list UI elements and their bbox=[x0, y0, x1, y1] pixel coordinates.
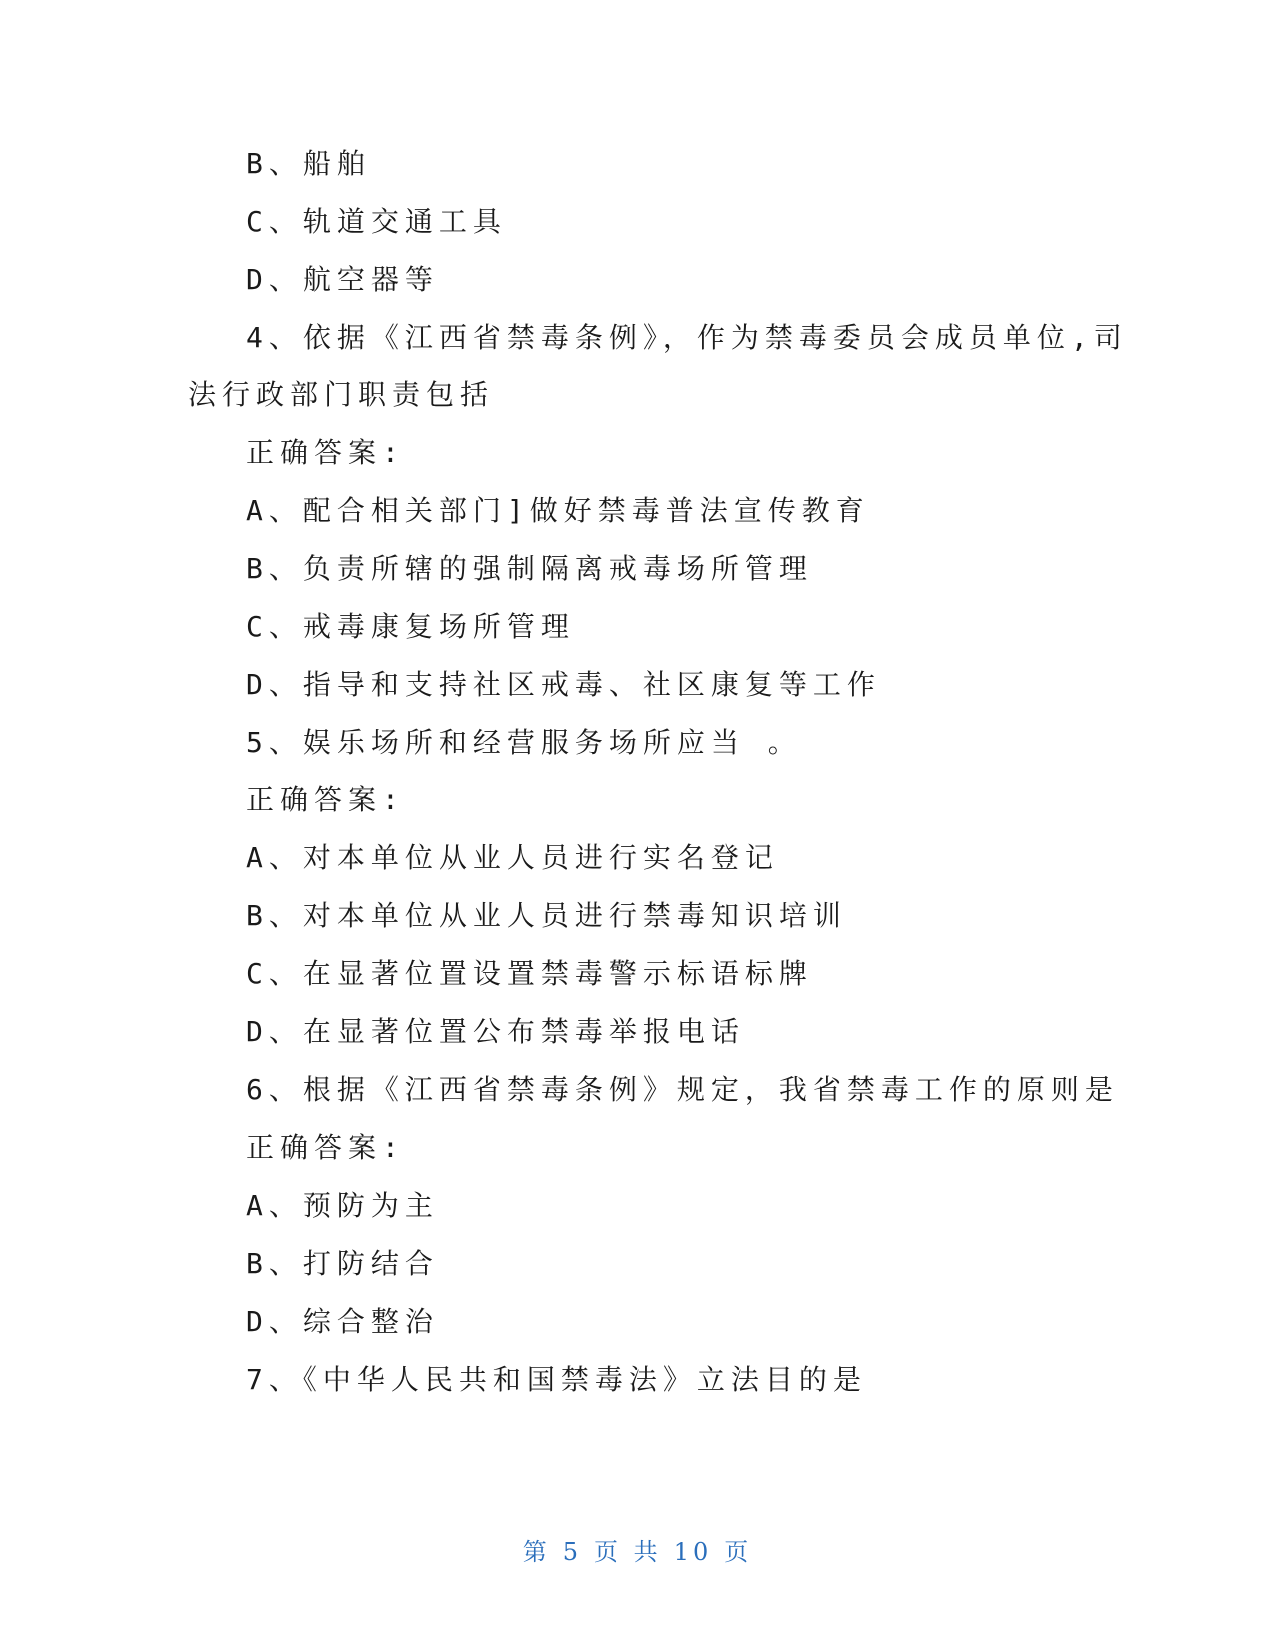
q6-option-b: B、打防结合 bbox=[246, 1247, 439, 1280]
q6-option-d: D、综合整治 bbox=[246, 1305, 439, 1338]
question-5: 5、娱乐场所和经营服务场所应当 。 bbox=[246, 726, 802, 759]
footer-prefix: 第 bbox=[522, 1538, 551, 1566]
option-b-ship: B、船舶 bbox=[246, 147, 371, 180]
q5-option-a: A、对本单位从业人员进行实名登记 bbox=[246, 841, 779, 874]
question-7: 7、《中华人民共和国禁毒法》立法目的是 bbox=[246, 1363, 867, 1396]
q6-option-a: A、预防为主 bbox=[246, 1189, 439, 1222]
footer-current-page: 5 bbox=[562, 1538, 583, 1566]
question-4-continued: 法行政部门职责包括 bbox=[188, 378, 495, 411]
page-number-footer bbox=[0, 1532, 1275, 1567]
q4-option-b: B、负责所辖的强制隔离戒毒场所管理 bbox=[246, 552, 813, 585]
q4-option-d: D、指导和支持社区戒毒、社区康复等工作 bbox=[246, 668, 881, 701]
answer-label-q6: 正确答案: bbox=[246, 1131, 405, 1164]
q5-option-d: D、在显著位置公布禁毒举报电话 bbox=[246, 1015, 745, 1048]
q5-option-c: C、在显著位置设置禁毒警示标语标牌 bbox=[246, 957, 813, 990]
answer-label-q4: 正确答案: bbox=[246, 436, 405, 469]
option-d-aircraft: D、航空器等 bbox=[246, 263, 439, 296]
question-6: 6、根据《江西省禁毒条例》规定，我省禁毒工作的原则是 bbox=[246, 1073, 1119, 1106]
q5-option-b: B、对本单位从业人员进行禁毒知识培训 bbox=[246, 899, 847, 932]
footer-suffix: 页 bbox=[724, 1538, 753, 1566]
footer-total-pages: 10 bbox=[673, 1538, 713, 1566]
option-c-rail-transit: C、轨道交通工具 bbox=[246, 205, 507, 238]
answer-label-q5: 正确答案: bbox=[246, 783, 405, 816]
q4-option-a: A、配合相关部门]做好禁毒普法宣传教育 bbox=[246, 494, 870, 527]
footer-middle: 页 共 bbox=[594, 1538, 662, 1566]
question-4: 4、依据《江西省禁毒条例》，作为禁毒委员会成员单位,司 bbox=[246, 321, 1128, 354]
q4-option-c: C、戒毒康复场所管理 bbox=[246, 610, 575, 643]
